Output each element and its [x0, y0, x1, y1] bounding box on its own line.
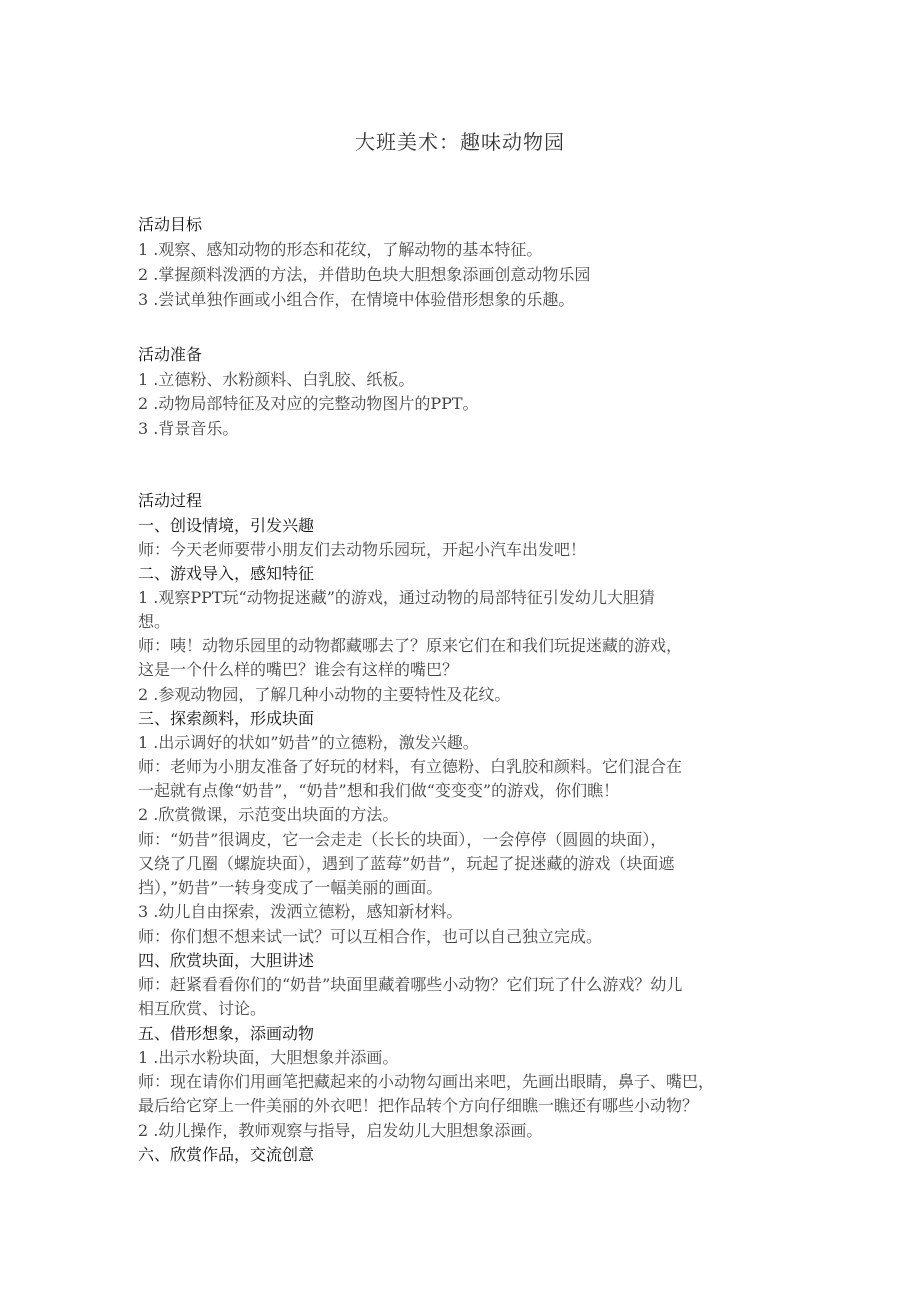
- paragraph-line: 想。: [138, 612, 171, 631]
- goal-item: 3 .尝试单独作画或小组合作，在情境中体验借形想象的乐趣。: [138, 290, 575, 309]
- section-heading-2: 二、游戏导入，感知特征: [138, 564, 315, 583]
- paragraph-line: 3 .幼儿自由探索，泼洒立德粉，感知新材料。: [138, 902, 463, 921]
- paragraph-line: 2 .参观动物园，了解几种小动物的主要特性及花纹。: [138, 685, 511, 704]
- paragraph-line: 一起就有点像“奶昔”，“奶昔”想和我们做“变变变”的游戏，你们瞧！: [138, 781, 620, 800]
- paragraph-line: 1 .出示水粉块面，大胆想象并添画。: [138, 1048, 399, 1067]
- section-heading-4: 四、欣赏块面，大胆讲述: [138, 951, 315, 970]
- section-heading-3: 三、探索颜料，形成块面: [138, 709, 315, 728]
- paragraph-line: 1 .观察PPT玩“动物捉迷藏”的游戏，通过动物的局部特征引发幼儿大胆猜: [138, 588, 655, 607]
- section-heading-1: 一、创设情境，引发兴趣: [138, 516, 315, 535]
- paragraph-line: 1 .出示调好的状如”奶昔”的立德粉，激发兴趣。: [138, 733, 479, 752]
- goals-heading: 活动目标: [138, 215, 203, 234]
- section-heading-6: 六、欣赏作品，交流创意: [138, 1145, 315, 1164]
- paragraph-line: 师：赶紧看看你们的“奶昔”块面里藏着哪些小动物？它们玩了什么游戏？幼儿: [138, 975, 683, 994]
- paragraph-line: 师：你们想不想来试一试？可以互相合作，也可以自己独立完成。: [138, 927, 603, 946]
- paragraph-line: 师：咦！动物乐园里的动物都藏哪去了？原来它们在和我们玩捉迷藏的游戏，: [138, 636, 683, 655]
- prep-heading: 活动准备: [138, 345, 203, 364]
- prep-item: 1 .立德粉、水粉颜料、白乳胶、纸板。: [138, 370, 415, 389]
- paragraph-line: 师：今天老师要带小朋友们去动物乐园玩，开起小汽车出发吧！: [138, 540, 587, 559]
- paragraph-line: 2 .幼儿操作，教师观察与指导，启发幼儿大胆想象添画。: [138, 1121, 543, 1140]
- paragraph-line: 相互欣赏、讨论。: [138, 999, 267, 1018]
- prep-item: 3 .背景音乐。: [138, 419, 239, 438]
- prep-item: 2 .动物局部特征及对应的完整动物图片的PPT。: [138, 394, 479, 413]
- paragraph-line: 师：老师为小朋友准备了好玩的材料，有立德粉、白乳胶和颜料。它们混合在: [138, 757, 683, 776]
- paragraph-line: 又绕了几圈（螺旋块面），遇到了蓝莓”奶昔”，玩起了捉迷藏的游戏（块面遮: [138, 854, 675, 873]
- paragraph-line: 师：现在请你们用画笔把藏起来的小动物勾画出来吧，先画出眼睛，鼻子、嘴巴，: [138, 1072, 715, 1091]
- paragraph-line: 2 .欣赏微课，示范变出块面的方法。: [138, 805, 399, 824]
- process-heading: 活动过程: [138, 491, 203, 510]
- goal-item: 2 .掌握颜料泼洒的方法，并借助色块大胆想象添画创意动物乐园: [138, 265, 591, 284]
- paragraph-line: 挡），”奶昔”一转身变成了一幅美丽的画面。: [138, 878, 443, 897]
- document-title: 大班美术：趣味动物园: [355, 130, 565, 154]
- section-heading-5: 五、借形想象，添画动物: [138, 1024, 315, 1043]
- paragraph-line: 最后给它穿上一件美丽的外衣吧！把作品转个方向仔细瞧一瞧还有哪些小动物？: [138, 1096, 699, 1115]
- goal-item: 1 .观察、感知动物的形态和花纹，了解动物的基本特征。: [138, 240, 543, 259]
- paragraph-line: 师：“奶昔”很调皮，它一会走走（长长的块面），一会停停（圆圆的块面），: [138, 830, 667, 849]
- paragraph-line: 这是一个什么样的嘴巴？谁会有这样的嘴巴？: [138, 660, 459, 679]
